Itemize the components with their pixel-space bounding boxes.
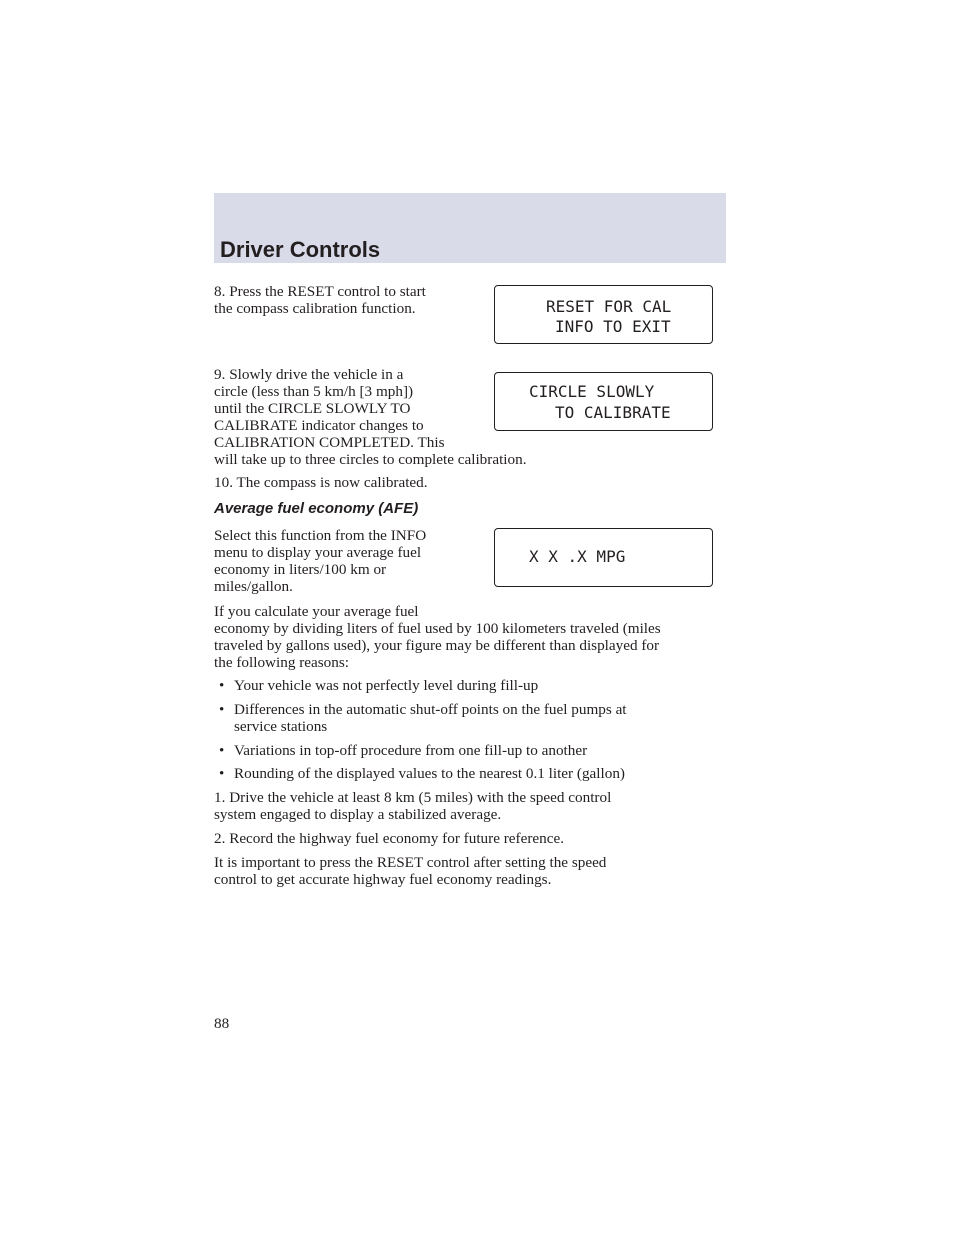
bullet-2-line-1: Differences in the automatic shut-off points on the fuel pumps at (234, 701, 627, 718)
afe-calc-line-2: economy by dividing liters of fuel used by 100 kilometers traveled (miles (214, 620, 661, 637)
afe-step-2: 2. Record the highway fuel economy for future reference. (214, 830, 565, 847)
afe-heading: Average fuel economy (AFE) (214, 500, 419, 517)
display-circle-line-1: CIRCLE SLOWLY (529, 382, 655, 401)
afe-calc-line-4: the following reasons: (214, 654, 349, 671)
display-reset-line-2: INFO TO EXIT (555, 317, 671, 336)
display-reset-for-cal (494, 285, 713, 344)
step-8-line-2: the compass calibration function. (214, 300, 416, 317)
afe-step-1-line-2: system engaged to display a stabilized average. (214, 806, 502, 823)
step-9-line-6: will take up to three circles to complete calibration. (214, 451, 527, 468)
bullet-marker: • (219, 701, 225, 718)
bullet-marker: • (219, 677, 225, 694)
afe-intro-line-2: menu to display your average fuel (214, 544, 422, 561)
display-circle-line-2: TO CALIBRATE (555, 403, 671, 422)
afe-calc-line-3: traveled by gallons used), your figure may be different than displayed for (214, 637, 660, 654)
display-reset-line-1: RESET FOR CAL (546, 297, 672, 316)
bullet-4: Rounding of the displayed values to the nearest 0.1 liter (gallon) (234, 765, 625, 782)
afe-intro-line-4: miles/gallon. (214, 578, 293, 595)
afe-calc-line-1: If you calculate your average fuel (214, 603, 419, 620)
afe-intro-line-3: economy in liters/100 km or (214, 561, 387, 578)
step-9-line-1: 9. Slowly drive the vehicle in a (214, 366, 404, 383)
display-circle-slowly (494, 372, 713, 431)
afe-note-line-2: control to get accurate highway fuel economy readings. (214, 871, 552, 888)
page-number: 88 (214, 1015, 230, 1032)
display-mpg (494, 528, 713, 587)
section-title: Driver Controls (220, 237, 381, 262)
step-8-line-1: 8. Press the RESET control to start (214, 283, 426, 300)
afe-note-line-1: It is important to press the RESET control after setting the speed (214, 854, 607, 871)
display-mpg-text: X X .X MPG (529, 547, 626, 566)
step-9-line-5: CALIBRATION COMPLETED. This (214, 434, 445, 451)
afe-intro-line-1: Select this function from the INFO (214, 527, 427, 544)
section-header-band (214, 193, 726, 263)
afe-step-1-line-1: 1. Drive the vehicle at least 8 km (5 miles) with the speed control (214, 789, 612, 806)
step-9-line-3: until the CIRCLE SLOWLY TO (214, 400, 411, 417)
bullet-3: Variations in top-off procedure from one fill-up to another (234, 742, 588, 759)
bullet-2-line-2: service stations (234, 718, 328, 735)
bullet-marker: • (219, 742, 225, 759)
bullet-marker: • (219, 765, 225, 782)
step-9-line-4: CALIBRATE indicator changes to (214, 417, 424, 434)
bullet-1: Your vehicle was not perfectly level during fill-up (234, 677, 539, 694)
step-10: 10. The compass is now calibrated. (214, 474, 428, 491)
step-9-line-2: circle (less than 5 km/h [3 mph]) (214, 383, 414, 400)
